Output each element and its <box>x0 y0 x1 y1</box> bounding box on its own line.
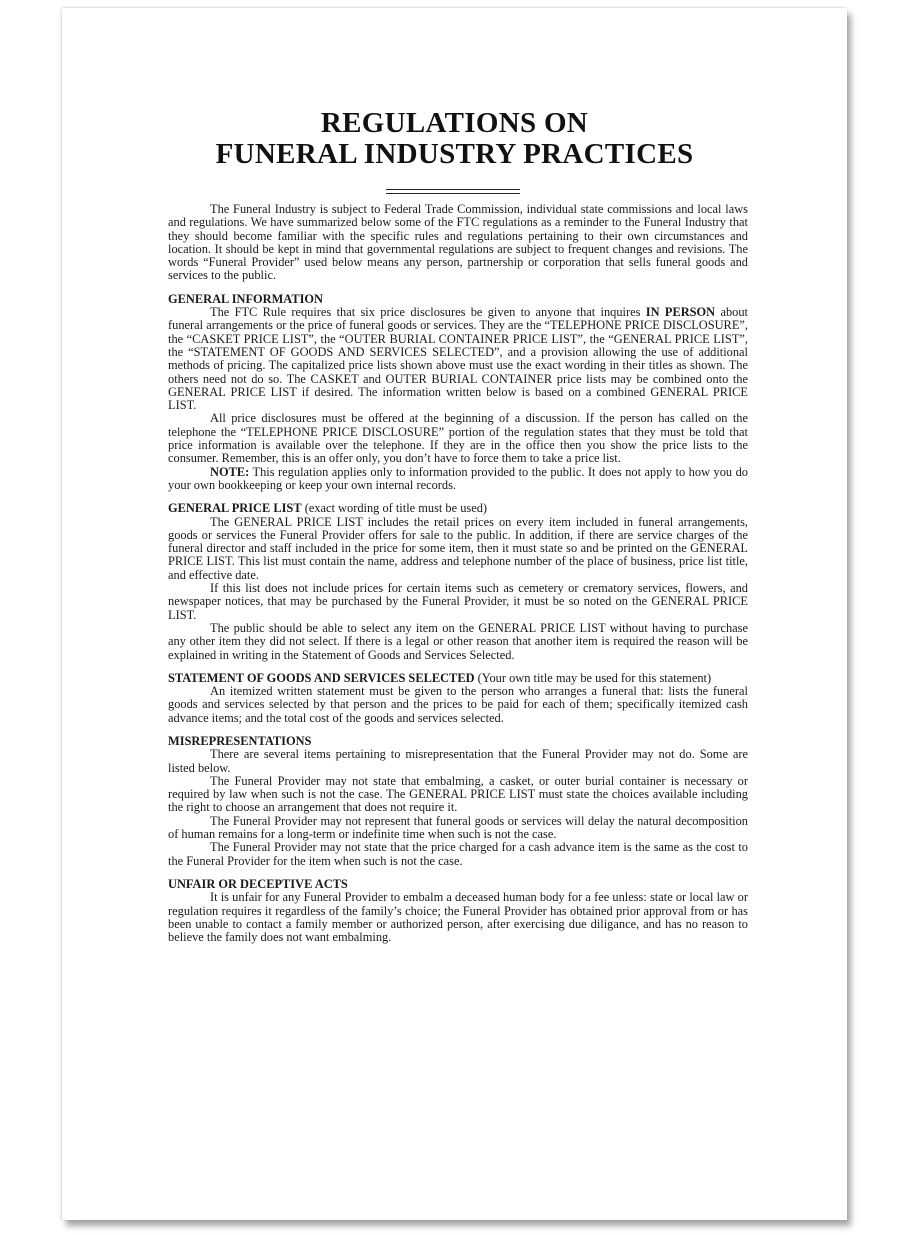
paragraph: The Funeral Provider may not state that the price charged for a cash advance item is the same as the cost to the Funeral Provider for the item when such is not the case. <box>168 840 748 868</box>
paragraph: The Funeral Provider may not represent that funeral goods or services will delay the natural decomposition of human remains for a long-term or indefinite time when such is not the case. <box>168 813 748 842</box>
title-line-2: FUNERAL INDUSTRY PRACTICES <box>215 138 694 170</box>
section-subheading: (Your own title may be used for this statement) <box>474 670 712 685</box>
section-heading: UNFAIR OR DECEPTIVE ACTS <box>168 876 348 891</box>
section-heading: MISREPRESENTATIONS <box>168 733 312 748</box>
section-general-information <box>168 293 748 492</box>
section-heading: GENERAL INFORMATION <box>168 291 324 306</box>
paragraph: There are several items pertaining to misrepresentation that the Funeral Provider may not do. Some are listed below. <box>168 747 748 775</box>
section-heading: GENERAL PRICE LIST <box>168 501 302 516</box>
section-subheading: (exact wording of title must be used) <box>301 501 488 516</box>
note-label: NOTE: <box>210 464 250 479</box>
note-paragraph: NOTE: This regulation applies only to information provided to the public. It does not apply to how you do your own bookkeeping or keep your own internal records. <box>168 464 748 492</box>
paragraph: All price disclosures must be offered at the beginning of a discussion. If the person has called on the telephone the “TELEPHONE PRICE DISCLOSURE” portion of the regulation states that they must be told that price information is available over the telephone. If they are in the office then you show the price lists to the consumer. Remember, this is an offer only, you don’t have to force them to take a price list. <box>168 411 748 466</box>
title-divider-bottom <box>386 193 520 194</box>
section-statement-of-goods <box>168 672 748 725</box>
paragraph: The public should be able to select any item on the GENERAL PRICE LIST without having to purchase any other item they did not select. If there is a legal or other reason that another item is required the reason will be explained in writing in the Statement of Goods and Services Selected. <box>168 620 748 662</box>
page-title <box>62 108 847 170</box>
title-line-1: REGULATIONS ON <box>320 107 589 139</box>
paragraph: The GENERAL PRICE LIST includes the retail prices on every item included in funeral arrangements, goods or services the Funeral Provider offers for sale to the public. In addition, if there are service charges of the funeral director and staff included in the price for some item, then it must state so and be printed on the GENERAL PRICE LIST. This list must contain the name, address and telephone number of the place of business, price list title, and effective date. <box>168 514 748 582</box>
paragraph: The FTC Rule requires that six price disclosures be given to anyone that inquires IN PERSON about funeral arrangements or the price of funeral goods or services. They are the “TELEPHONE PRICE DISCLOSURE”, the “CASKET PRICE LIST”, the “OUTER BURIAL CONTAINER PRICE LIST”, the “GENERAL PRICE LIST”, the “STATEMENT OF GOODS AND SERVICES SELECTED”, and a provision allowing the use of additional methods of pricing. The capitalized price lists shown above must use the exact wording in their titles as shown. The others need not do so. The CASKET and OUTER BURIAL CONTAINER price lists may be combined onto the GENERAL PRICE LIST if desired. The information written below is based on a combined GENERAL PRICE LIST. <box>168 305 748 413</box>
document-page <box>62 8 847 1220</box>
emphasis-in-person: IN PERSON <box>645 305 716 320</box>
section-general-price-list <box>168 502 748 662</box>
title-divider-top <box>386 189 520 190</box>
section-misrepresentations <box>168 735 748 868</box>
paragraph: If this list does not include prices for certain items such as cemetery or crematory services, flowers, and newspaper notices, that may be purchased by the Funeral Provider, it must be so noted on the GENERAL PRICE LIST. <box>168 581 748 622</box>
paragraph: An itemized written statement must be given to the person who arranges a funeral that: lists the funeral goods and services selected by that person and the prices to be paid for each of them; specifically itemized cash advance items; and the total cost of the goods and services selected. <box>168 684 748 725</box>
paragraph: The Funeral Provider may not state that embalming, a casket, or outer burial container is necessary or required by law when such is not the case. The GENERAL PRICE LIST must state the choices available including the right to choose an arrangement that does not require it. <box>168 773 748 815</box>
intro-paragraph: The Funeral Industry is subject to Federal Trade Commission, individual state commissions and local laws and regulations. We have summarized below some of the FTC regulations as a reminder to the Funeral Industry that they should become familiar with the specific rules and regulations pertaining to their own circumstances and location. It should be kept in mind that governmental regulations are subject to frequent changes and revisions. The words “Funeral Provider” used below means any person, partnership or corporation that sells funeral goods and services to the public. <box>168 202 748 283</box>
section-unfair-acts <box>168 878 748 944</box>
paragraph: It is unfair for any Funeral Provider to embalm a deceased human body for a fee unless: state or local law or regulation requires it regardless of the family’s choice; the Funeral Provider has obtained prior approval from or has been unable to contact a family member or authorized person, after exercising due diligance, and has no reason to believe the family does not want embalming. <box>168 890 748 945</box>
document-body <box>168 203 748 944</box>
section-heading: STATEMENT OF GOODS AND SERVICES SELECTED <box>168 670 475 685</box>
